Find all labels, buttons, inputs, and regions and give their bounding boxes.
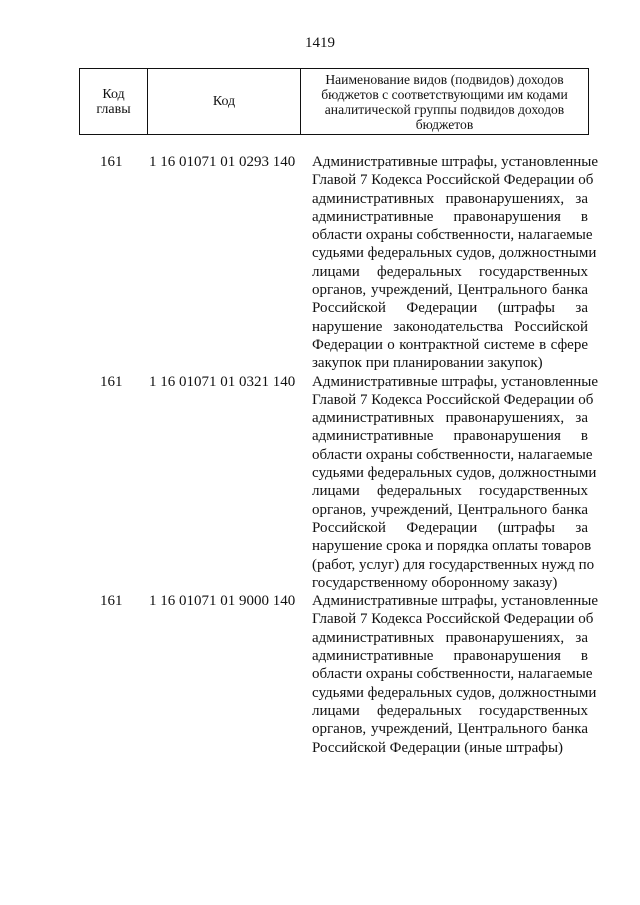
description-line: закупок при планировании закупок): [312, 355, 543, 372]
description-line: судьями федеральных судов, должностными: [312, 465, 597, 482]
table-row: [0, 373, 640, 593]
row-income-code: 1 16 01071 01 9000 140: [149, 593, 296, 610]
description-line: судьями федеральных судов, должностными: [312, 245, 597, 262]
row-income-code: 1 16 01071 01 0293 140: [149, 154, 296, 170]
row-chapter-code: 161: [100, 154, 123, 170]
description-line: области охраны собственности, налагаемые: [312, 227, 593, 244]
description-line: лицами федеральных государственных: [312, 702, 588, 719]
description-line: административных правонарушениях, за: [312, 410, 588, 427]
header-code: Код: [148, 69, 301, 134]
description-line: лицами федеральных государственных: [312, 483, 588, 500]
row-description: [312, 592, 599, 757]
table-row: [0, 592, 640, 757]
description-line: Административные штрафы, установленные: [312, 373, 599, 390]
row-chapter-code: 161: [100, 593, 123, 610]
table-body: [0, 153, 640, 757]
table-row: [0, 153, 640, 373]
description-line: административных правонарушениях, за: [312, 190, 588, 207]
description-line: административные правонарушения в: [312, 428, 588, 445]
table-header: [79, 68, 589, 135]
description-line: нарушение законодательства Российской: [312, 318, 588, 335]
description-line: Российской Федерации (штрафы за: [312, 519, 588, 536]
description-line: судьями федеральных судов, должностными: [312, 684, 597, 701]
row-description: [312, 153, 599, 373]
description-line: Административные штрафы, установленные: [312, 593, 599, 610]
description-line: Главой 7 Кодекса Российской Федерации об: [312, 391, 594, 408]
row-chapter-code: 161: [100, 373, 123, 390]
page-number: 1419: [305, 35, 335, 51]
description-line: органов, учреждений, Центрального банка: [312, 282, 588, 299]
description-line: административные правонарушения в: [312, 208, 588, 225]
description-line: нарушение срока и порядка оплаты товаров: [312, 538, 592, 555]
description-line: лицами федеральных государственных: [312, 263, 588, 280]
description-line: Главой 7 Кодекса Российской Федерации об: [312, 172, 594, 189]
header-income-name: Наименование видов (подвидов) доходов бюджетов с соответствующими им кодами аналитической группы подвидов доходов бюджетов: [321, 71, 568, 132]
row-income-code: 1 16 01071 01 0321 140: [149, 373, 296, 390]
description-line: (работ, услуг) для государственных нужд по: [312, 556, 595, 573]
description-line: Российской Федерации (иные штрафы): [312, 739, 564, 756]
row-description: [312, 373, 599, 593]
description-line: органов, учреждений, Центрального банка: [312, 501, 588, 518]
description-line: органов, учреждений, Центрального банка: [312, 721, 588, 738]
description-line: Российской Федерации (штрафы за: [312, 300, 588, 317]
description-line: административных правонарушениях, за: [312, 629, 588, 646]
description-line: административные правонарушения в: [312, 648, 588, 665]
description-line: государственному оборонному заказу): [312, 574, 558, 591]
description-line: области охраны собственности, налагаемые: [312, 666, 593, 683]
description-line: области охраны собственности, налагаемые: [312, 446, 593, 463]
header-chapter-code: Код главы: [80, 69, 148, 134]
description-line: Административные штрафы, установленные: [312, 154, 599, 170]
description-line: Главой 7 Кодекса Российской Федерации об: [312, 611, 594, 628]
description-line: Федерации о контрактной системе в сфере: [312, 336, 588, 353]
